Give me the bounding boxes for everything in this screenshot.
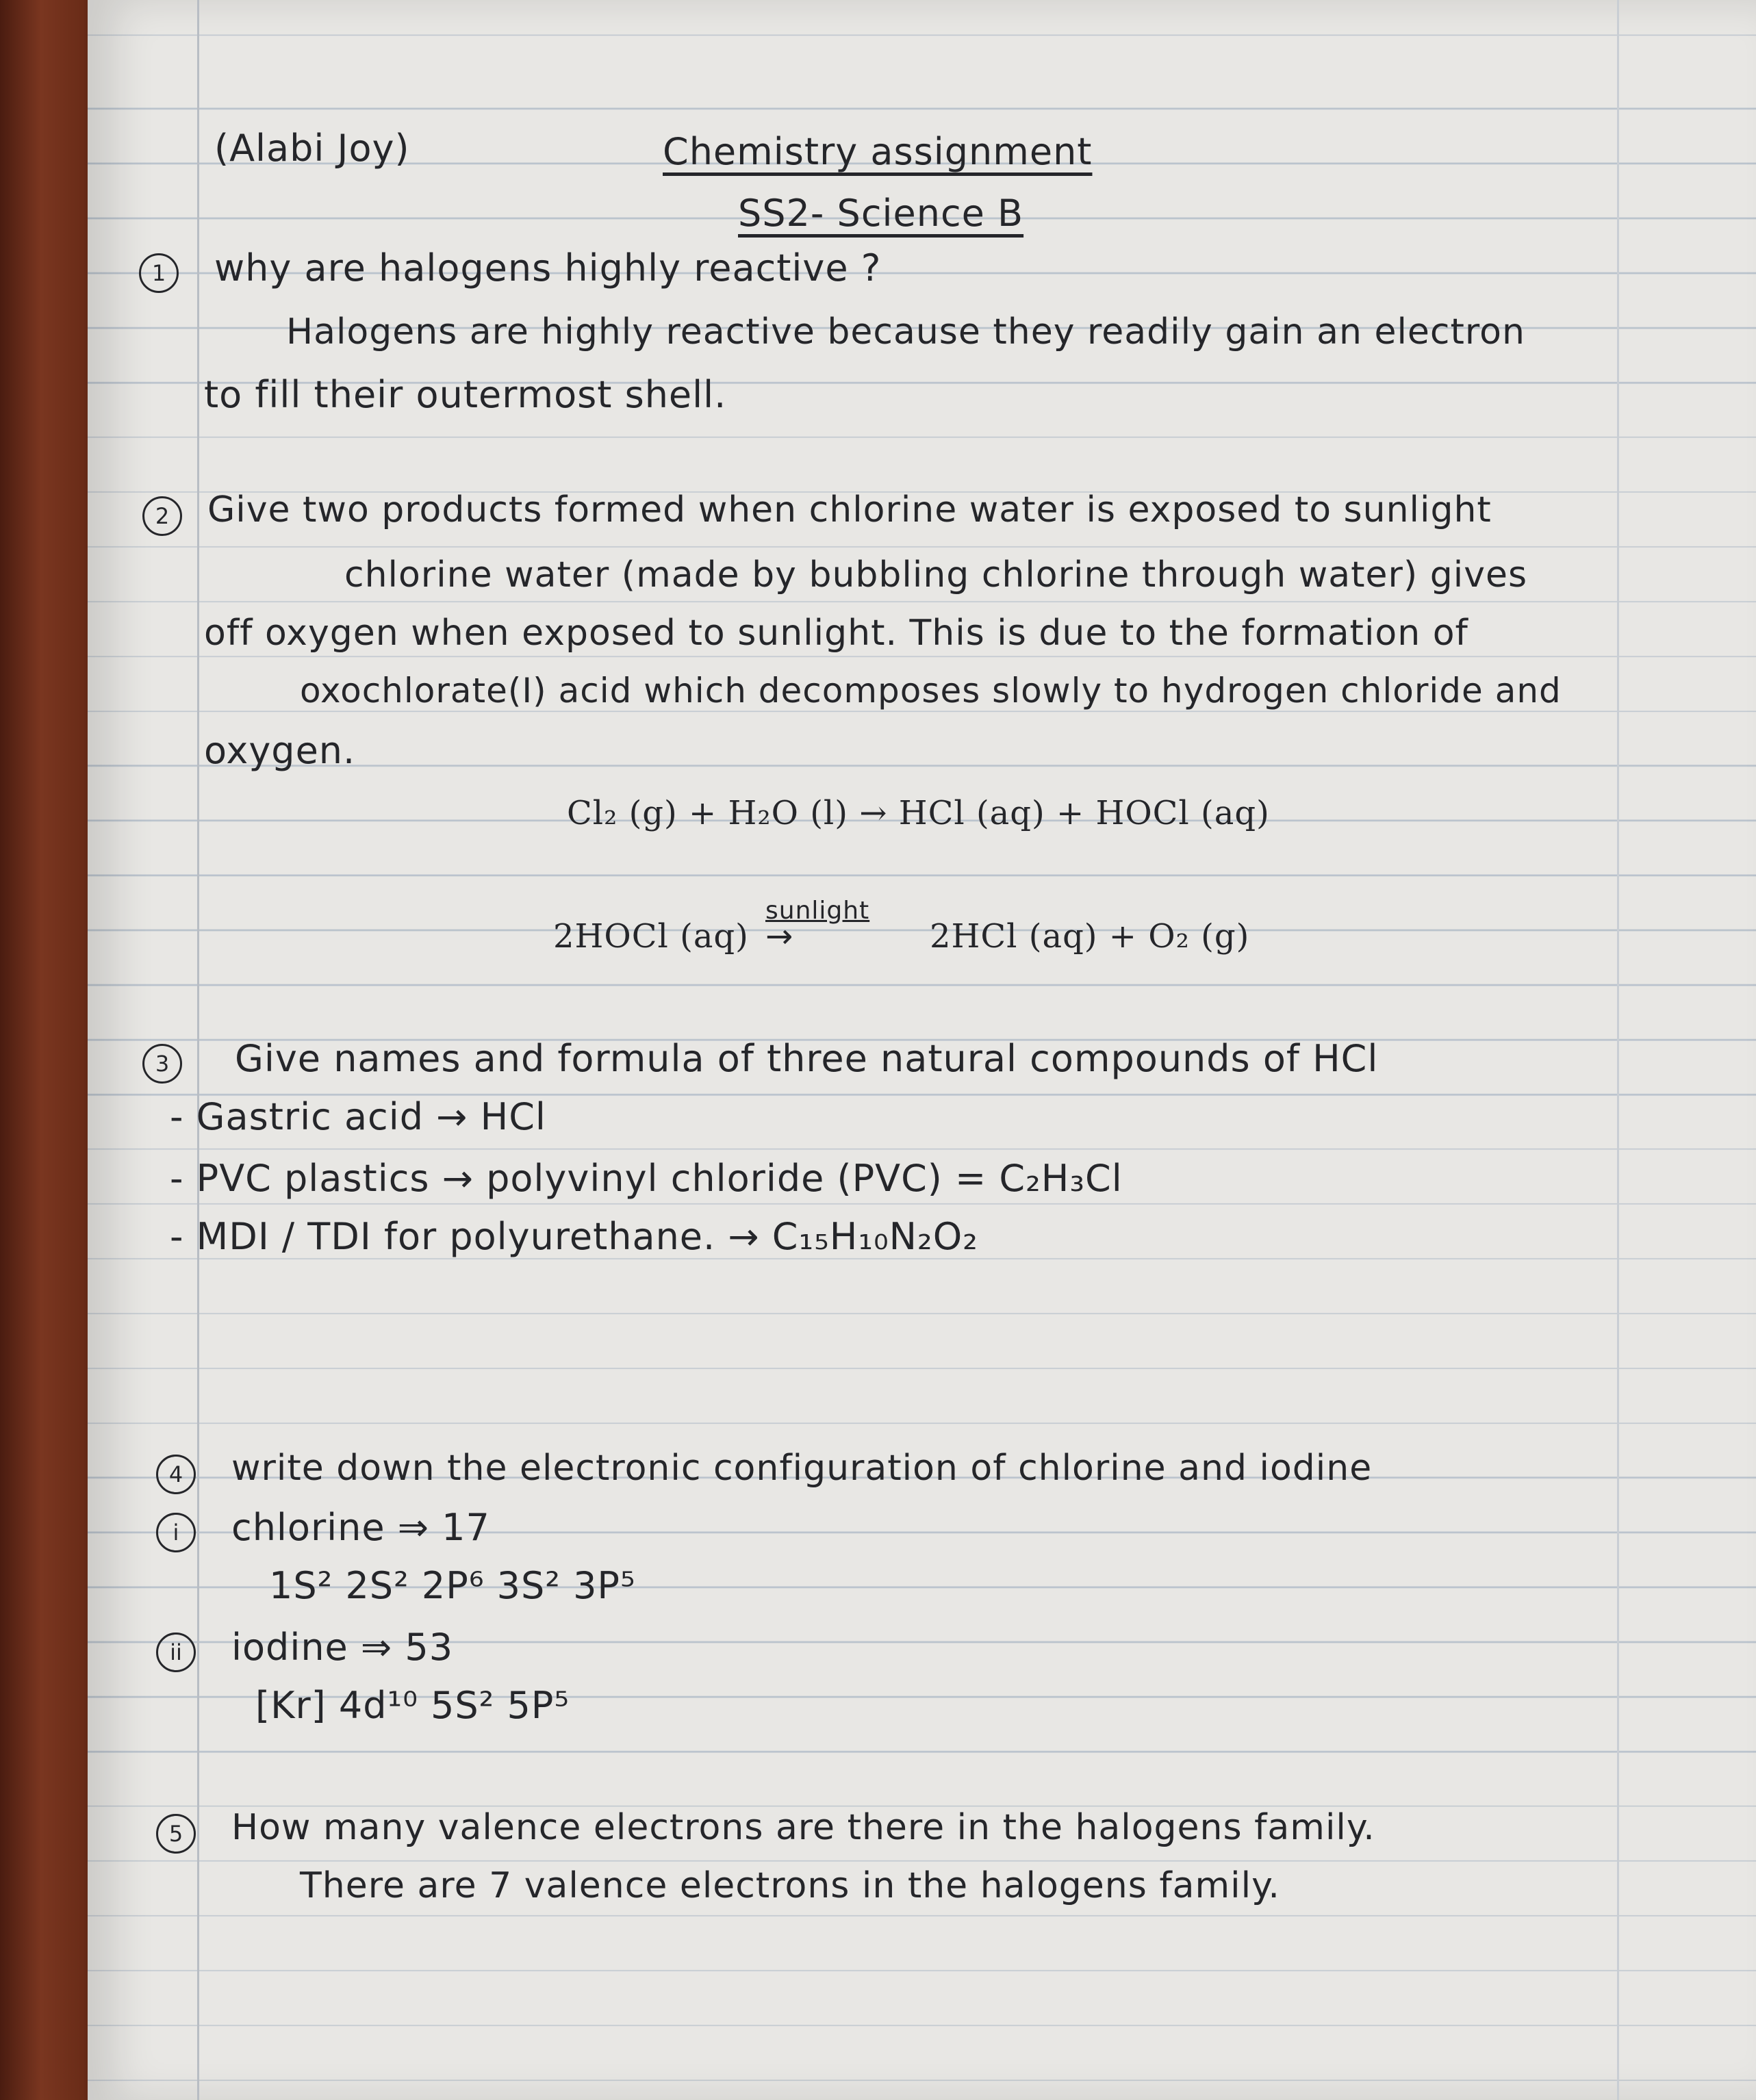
page-title: Chemistry assignment: [663, 130, 1093, 173]
part-ii-number: ii: [156, 1632, 196, 1672]
answer-2-line-3: oxochlorate(I) acid which decomposes slowly to hydrogen chloride and: [300, 671, 1562, 710]
question-2-text: Give two products formed when chlorine water is exposed to sunlight: [207, 489, 1492, 530]
iodine-configuration: [Kr] 4d¹⁰ 5S² 5P⁵: [255, 1684, 570, 1727]
equation-2-reactant: 2HOCl (aq): [553, 917, 749, 956]
question-1-number: 1: [139, 253, 179, 293]
list-item-gastric-acid: - Gastric acid → HCl: [170, 1095, 546, 1138]
class-label: SS2- Science B: [738, 192, 1024, 235]
question-1-text: why are halogens highly reactive ?: [214, 246, 882, 290]
equation-2-condition: sunlight: [765, 897, 870, 925]
answer-2-line-4: oxygen.: [204, 729, 356, 772]
margin-line: [197, 0, 199, 2100]
student-name: (Alabi Joy): [214, 127, 410, 170]
answer-1-line-1: Halogens are highly reactive because they readily gain an electron: [286, 311, 1525, 353]
answer-5: There are 7 valence electrons in the halogens family.: [300, 1865, 1280, 1906]
question-4-number: 4: [156, 1455, 196, 1494]
chlorine-line: chlorine ⇒ 17: [231, 1506, 490, 1549]
answer-2-line-1: chlorine water (made by bubbling chlorine through water) gives: [344, 554, 1528, 596]
question-3-text: Give names and formula of three natural compounds of HCl: [235, 1037, 1379, 1080]
question-4-text: write down the electronic configuration of chlorine and iodine: [231, 1448, 1373, 1489]
iodine-line: iodine ⇒ 53: [231, 1626, 454, 1669]
question-5-text: How many valence electrons are there in the halogens family.: [231, 1807, 1375, 1848]
equation-2-arrow: →: [765, 917, 794, 956]
answer-1-line-2: to fill their outermost shell.: [204, 373, 727, 416]
part-i-number: i: [156, 1513, 196, 1552]
answer-2-line-2: off oxygen when exposed to sunlight. This is due to the formation of: [204, 613, 1468, 654]
question-5-number: 5: [156, 1814, 196, 1854]
notebook-page: [88, 0, 1756, 2100]
equation-2-products: 2HCl (aq) + O₂ (g): [930, 917, 1250, 956]
question-3-number: 3: [142, 1044, 182, 1084]
list-item-pvc: - PVC plastics → polyvinyl chloride (PVC) = C₂H₃Cl: [170, 1157, 1123, 1200]
chlorine-configuration: 1S² 2S² 2P⁶ 3S² 3P⁵: [269, 1564, 636, 1607]
question-2-number: 2: [142, 496, 182, 536]
list-item-mdi-tdi: - MDI / TDI for polyurethane. → C₁₅H₁₀N₂O₂: [170, 1215, 978, 1258]
equation-1: Cl₂ (g) + H₂O (l) → HCl (aq) + HOCl (aq): [567, 794, 1270, 832]
right-margin-line: [1617, 0, 1619, 2100]
